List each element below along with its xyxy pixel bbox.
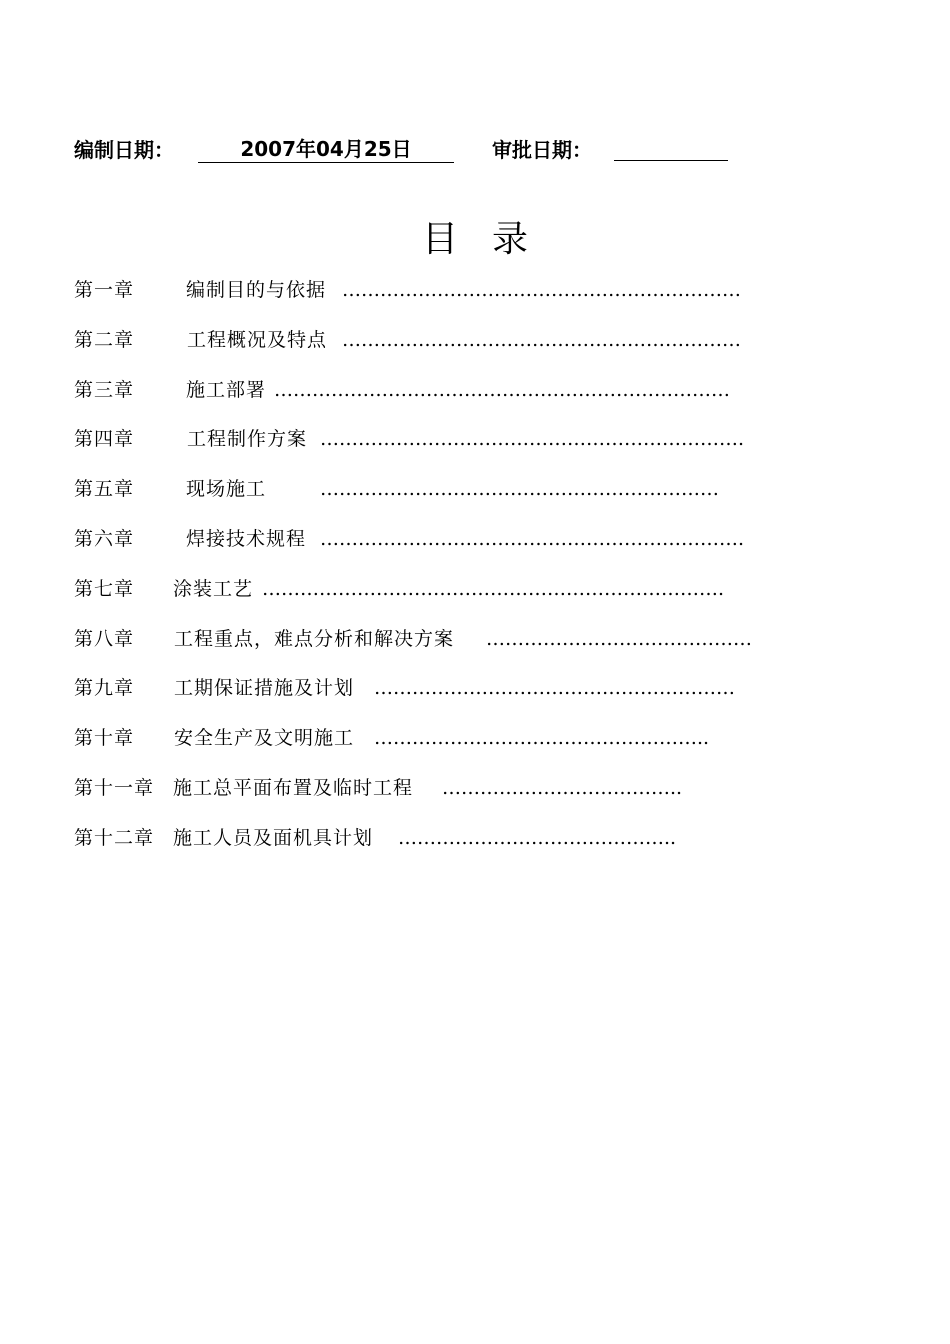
toc-chapter: 第十二章: [74, 826, 155, 849]
toc-leader: ……………………………………………..: [374, 727, 710, 750]
toc-leader: ……………………………………………………………….: [262, 577, 725, 600]
toc-entry-5: [74, 471, 774, 521]
toc-entry-9: [74, 670, 774, 720]
toc-name: 涂装工艺: [173, 577, 254, 600]
toc-chapter: 第四章: [74, 428, 135, 451]
toc-title: 目录: [421, 219, 562, 261]
toc-leader: ………………………………………………………: [342, 279, 741, 301]
toc-name: 施工部署: [186, 378, 267, 401]
toc-chapter: 第十一章: [74, 776, 155, 799]
toc-name: 工程制作方案: [187, 428, 308, 451]
toc-entry-6: [74, 521, 774, 571]
toc-chapter: 第十章: [74, 727, 135, 750]
toc-entry-8: [74, 621, 774, 671]
toc-chapter: 第一章: [74, 279, 135, 301]
toc-entry-1: [74, 272, 774, 322]
toc-leader: ………………………………………………………: [342, 328, 741, 351]
toc-name: 焊接技术规程: [186, 527, 307, 550]
toc-chapter: 第五章: [74, 478, 135, 501]
toc-name: 编制目的与依据: [186, 279, 327, 301]
toc-entry-7: [74, 571, 774, 621]
toc-name: 工程重点，难点分析和解决方案: [174, 627, 455, 650]
table-of-contents: [74, 272, 774, 870]
toc-chapter: 第九章: [74, 677, 135, 700]
toc-entry-11: [74, 770, 774, 820]
toc-entry-3: [74, 372, 774, 422]
toc-leader: ………………………………………………………: [320, 478, 719, 501]
toc-name: 工程概况及特点: [187, 328, 328, 351]
toc-leader: ………………………………………………………………: [274, 378, 730, 401]
toc-entry-10: [74, 720, 774, 770]
toc-name: 施工总平面布置及临时工程: [173, 776, 414, 799]
toc-leader: …………………………………………………: [374, 677, 735, 700]
toc-leader: ………………………………………………………….: [320, 527, 745, 550]
toc-leader: ………………………………..: [442, 776, 683, 799]
toc-leader: ……………………………………: [486, 627, 752, 650]
toc-chapter: 第七章: [74, 577, 135, 600]
toc-entry-2: [74, 322, 774, 372]
approve-date-label: 审批日期：: [492, 138, 592, 162]
toc-chapter: 第二章: [74, 328, 135, 351]
toc-chapter: 第三章: [74, 378, 135, 401]
toc-name: 现场施工: [186, 478, 267, 501]
approve-date-value: [614, 136, 728, 161]
toc-name: 安全生产及文明施工: [174, 727, 355, 750]
toc-chapter: 第八章: [74, 627, 135, 650]
toc-leader: ……………………………………..: [398, 826, 677, 849]
toc-entry-4: [74, 421, 774, 471]
compile-date-value: 2007年04月25日: [198, 136, 454, 163]
toc-entry-12: [74, 820, 774, 870]
toc-name: 施工人员及面机具计划: [173, 826, 374, 849]
compile-date-label: 编制日期：: [74, 138, 174, 162]
toc-name: 工期保证措施及计划: [174, 677, 355, 700]
toc-chapter: 第六章: [74, 527, 135, 550]
toc-leader: ………………………………………………………….: [320, 428, 745, 451]
